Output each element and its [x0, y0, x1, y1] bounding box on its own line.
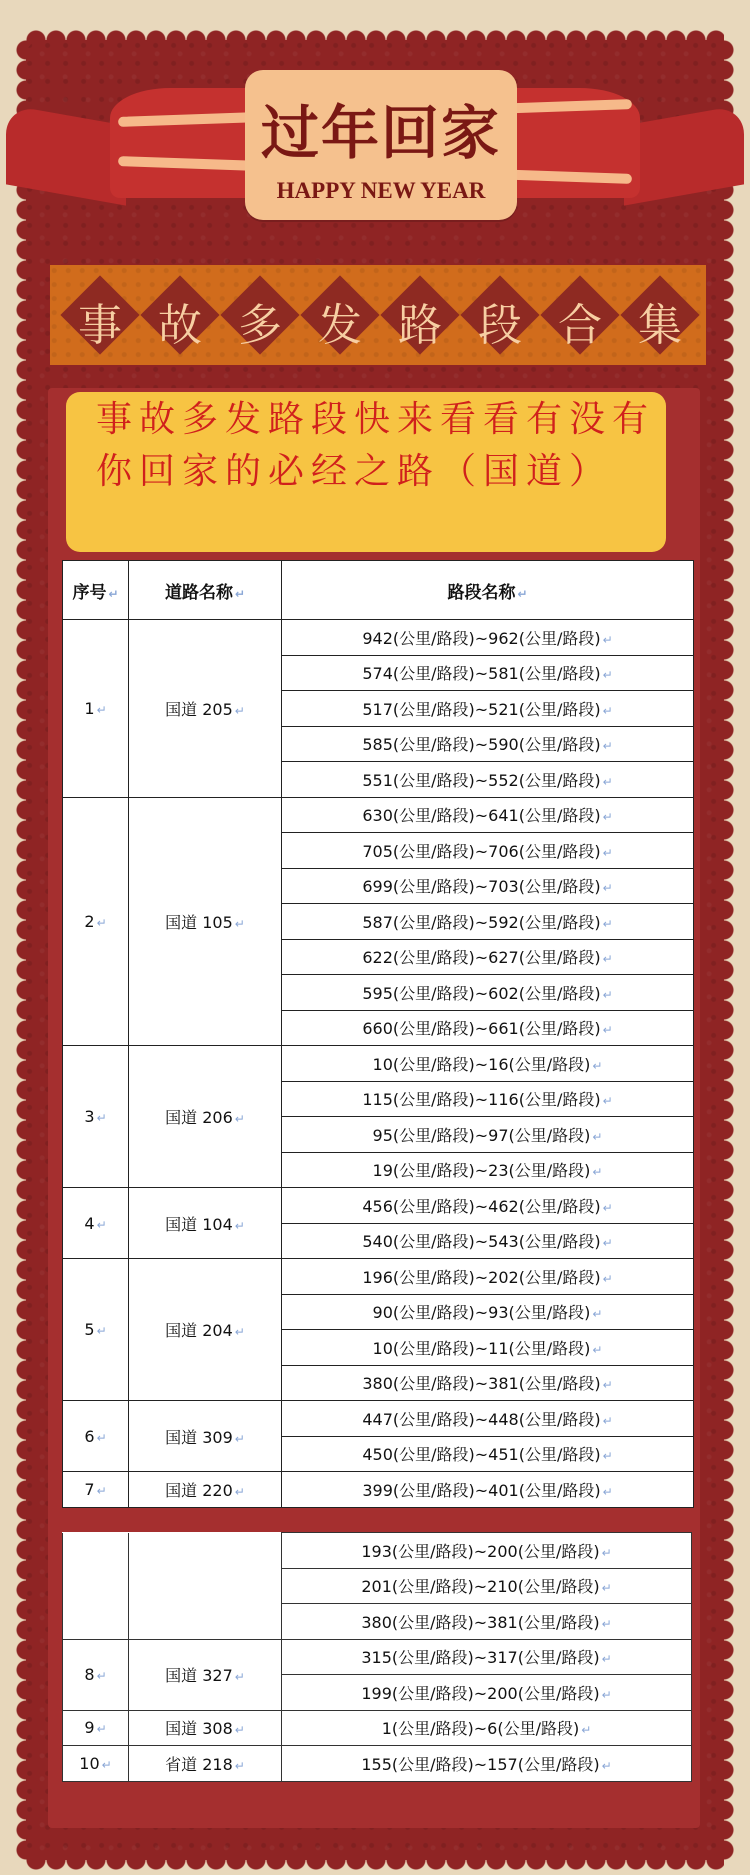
return-mark-icon: ↵: [234, 1325, 245, 1339]
table-header-row: [63, 561, 694, 620]
cell-road-name: 国道 309 ↵: [129, 1401, 282, 1472]
cell-segment: 199(公里/路段)~200(公里/路段) ↵: [282, 1675, 692, 1711]
cell-road-name: 国道 327 ↵: [129, 1639, 282, 1710]
banner-char: 发: [318, 300, 362, 351]
cell-segment: 201(公里/路段)~210(公里/路段) ↵: [282, 1568, 692, 1604]
return-mark-icon: ↵: [234, 1723, 245, 1738]
cell-segment: 115(公里/路段)~116(公里/路段) ↵: [282, 1081, 694, 1117]
cell-road-name-blank: [129, 1533, 282, 1640]
header-segment-name: 路段名称 ↵: [282, 561, 694, 620]
banner-char: 合: [558, 300, 602, 351]
return-mark-icon: ↵: [234, 1758, 245, 1773]
return-mark-icon: ↵: [602, 1378, 613, 1393]
cell-segment: 380(公里/路段)~381(公里/路段) ↵: [282, 1604, 692, 1640]
return-mark-icon: ↵: [602, 739, 613, 754]
return-mark-icon: ↵: [601, 1616, 612, 1631]
return-mark-icon: ↵: [234, 586, 246, 601]
cell-segment: 630(公里/路段)~641(公里/路段) ↵: [282, 797, 694, 833]
banner-char: 多: [238, 300, 282, 351]
return-mark-icon: ↵: [602, 703, 613, 718]
cell-segment: 660(公里/路段)~661(公里/路段) ↵: [282, 1010, 694, 1046]
return-mark-icon: ↵: [602, 1413, 613, 1428]
return-mark-icon: ↵: [108, 586, 119, 601]
cell-segment: 595(公里/路段)~602(公里/路段) ↵: [282, 975, 694, 1011]
cell-road-name: 国道 204 ↵: [129, 1259, 282, 1401]
header-number: 序号 ↵: [63, 561, 129, 620]
return-mark-icon: ↵: [234, 703, 245, 718]
return-mark-icon: ↵: [96, 1483, 107, 1498]
return-mark-icon: ↵: [592, 1307, 603, 1322]
cell-segment: 193(公里/路段)~200(公里/路段) ↵: [282, 1533, 692, 1569]
cell-segment: 1(公里/路段)~6(公里/路段) ↵: [282, 1710, 692, 1746]
cell-number: 4 ↵: [63, 1188, 129, 1259]
cell-segment: 447(公里/路段)~448(公里/路段) ↵: [282, 1401, 694, 1437]
cell-segment: 450(公里/路段)~451(公里/路段) ↵: [282, 1436, 694, 1472]
cell-number: 5 ↵: [63, 1259, 129, 1401]
cell-road-name: 省道 218 ↵: [129, 1746, 282, 1782]
cell-road-name: 国道 220 ↵: [129, 1472, 282, 1508]
return-mark-icon: ↵: [601, 1758, 612, 1773]
cell-segment: 90(公里/路段)~93(公里/路段) ↵: [282, 1294, 694, 1330]
return-mark-icon: ↵: [602, 1484, 613, 1499]
cell-segment: 155(公里/路段)~157(公里/路段) ↵: [282, 1746, 692, 1782]
return-mark-icon: ↵: [602, 1236, 613, 1251]
return-mark-icon: ↵: [592, 1129, 603, 1144]
table-row: [63, 1746, 692, 1782]
page-subtitle: HAPPY NEW YEAR: [276, 178, 486, 203]
cell-segment: 380(公里/路段)~381(公里/路段) ↵: [282, 1365, 694, 1401]
return-mark-icon: ↵: [602, 881, 613, 896]
table-row: [63, 797, 694, 833]
return-mark-icon: ↵: [602, 1094, 613, 1109]
return-mark-icon: ↵: [234, 916, 245, 931]
banner-char: 段: [478, 300, 522, 351]
return-mark-icon: ↵: [602, 810, 613, 825]
table-row: [63, 620, 694, 656]
return-mark-icon: ↵: [234, 1670, 245, 1684]
cell-segment: 456(公里/路段)~462(公里/路段) ↵: [282, 1188, 694, 1224]
cell-number: 8 ↵: [63, 1639, 129, 1710]
return-mark-icon: ↵: [96, 1430, 107, 1445]
cell-segment: 10(公里/路段)~16(公里/路段) ↵: [282, 1046, 694, 1082]
return-mark-icon: ↵: [96, 1217, 107, 1232]
cell-segment: 574(公里/路段)~581(公里/路段) ↵: [282, 655, 694, 691]
return-mark-icon: ↵: [602, 1200, 613, 1215]
cell-segment: 19(公里/路段)~23(公里/路段) ↵: [282, 1152, 694, 1188]
return-mark-icon: ↵: [592, 1342, 603, 1357]
return-mark-icon: ↵: [601, 1545, 612, 1560]
return-mark-icon: ↵: [602, 987, 613, 1002]
table-row: [63, 1710, 692, 1746]
return-mark-icon: ↵: [96, 1324, 107, 1338]
cell-segment: 587(公里/路段)~592(公里/路段) ↵: [282, 904, 694, 940]
table-row: [63, 1401, 694, 1437]
table-row: [63, 1639, 692, 1675]
return-mark-icon: ↵: [602, 916, 613, 931]
cell-segment: 705(公里/路段)~706(公里/路段) ↵: [282, 833, 694, 869]
cell-number: 2 ↵: [63, 797, 129, 1046]
cell-number: 10 ↵: [63, 1746, 129, 1782]
table-row: [63, 1046, 694, 1082]
cell-segment: 399(公里/路段)~401(公里/路段) ↵: [282, 1472, 694, 1508]
cell-road-name: 国道 205 ↵: [129, 620, 282, 798]
table-row: [63, 1259, 694, 1295]
cell-road-name: 国道 105 ↵: [129, 797, 282, 1046]
cell-segment: 699(公里/路段)~703(公里/路段) ↵: [282, 868, 694, 904]
return-mark-icon: ↵: [234, 1431, 245, 1446]
notice-text: 事故多发路段快来看看有没有你回家的必经之路（国道）: [96, 399, 656, 492]
return-mark-icon: ↵: [601, 1652, 612, 1667]
return-mark-icon: ↵: [581, 1723, 592, 1738]
return-mark-icon: ↵: [601, 1687, 612, 1702]
banner-char: 路: [398, 300, 442, 351]
return-mark-icon: ↵: [602, 952, 613, 967]
banner-char: 集: [638, 300, 682, 351]
table-row: [63, 1472, 694, 1508]
cell-segment: 10(公里/路段)~11(公里/路段) ↵: [282, 1330, 694, 1366]
page-title: 过年回家: [260, 99, 501, 167]
return-mark-icon: ↵: [96, 1111, 107, 1125]
return-mark-icon: ↵: [602, 774, 613, 789]
return-mark-icon: ↵: [592, 1058, 603, 1073]
cell-number: 6 ↵: [63, 1401, 129, 1472]
return-mark-icon: ↵: [96, 915, 107, 930]
cell-segment: 517(公里/路段)~521(公里/路段) ↵: [282, 691, 694, 727]
return-mark-icon: ↵: [234, 1218, 245, 1233]
return-mark-icon: ↵: [96, 1722, 107, 1737]
return-mark-icon: ↵: [602, 1449, 613, 1464]
cell-road-name: 国道 104 ↵: [129, 1188, 282, 1259]
cell-segment: 585(公里/路段)~590(公里/路段) ↵: [282, 726, 694, 762]
cell-number: 7 ↵: [63, 1472, 129, 1508]
banner-char: 事: [78, 300, 122, 351]
accident-road-table: [62, 560, 694, 1508]
header-road-name: 道路名称 ↵: [129, 561, 282, 620]
cell-segment: 540(公里/路段)~543(公里/路段) ↵: [282, 1223, 694, 1259]
cell-number-blank: [63, 1533, 129, 1640]
return-mark-icon: ↵: [602, 632, 613, 647]
cell-segment: 551(公里/路段)~552(公里/路段) ↵: [282, 762, 694, 798]
return-mark-icon: ↵: [517, 586, 528, 601]
return-mark-icon: ↵: [234, 1112, 245, 1126]
return-mark-icon: ↵: [602, 1023, 613, 1038]
cell-segment: 95(公里/路段)~97(公里/路段) ↵: [282, 1117, 694, 1153]
return-mark-icon: ↵: [96, 1669, 107, 1683]
cell-number: 9 ↵: [63, 1710, 129, 1746]
return-mark-icon: ↵: [602, 1271, 613, 1286]
table-row: [63, 1188, 694, 1224]
cell-road-name: 国道 308 ↵: [129, 1710, 282, 1746]
return-mark-icon: ↵: [101, 1757, 112, 1772]
cell-segment: 622(公里/路段)~627(公里/路段) ↵: [282, 939, 694, 975]
return-mark-icon: ↵: [592, 1165, 603, 1180]
banner-char: 故: [158, 300, 202, 351]
return-mark-icon: ↵: [602, 845, 613, 860]
cell-segment: 942(公里/路段)~962(公里/路段) ↵: [282, 620, 694, 656]
table-row: [63, 1533, 692, 1569]
cell-road-name: 国道 206 ↵: [129, 1046, 282, 1188]
return-mark-icon: ↵: [602, 668, 613, 683]
cell-number: 1 ↵: [63, 620, 129, 798]
return-mark-icon: ↵: [234, 1484, 245, 1499]
banner-diamonds: [60, 265, 700, 365]
accident-road-table-continued: [62, 1532, 692, 1782]
cell-segment: 315(公里/路段)~317(公里/路段) ↵: [282, 1639, 692, 1675]
cell-segment: 196(公里/路段)~202(公里/路段) ↵: [282, 1259, 694, 1295]
cell-number: 3 ↵: [63, 1046, 129, 1188]
return-mark-icon: ↵: [96, 702, 107, 717]
return-mark-icon: ↵: [601, 1581, 612, 1596]
